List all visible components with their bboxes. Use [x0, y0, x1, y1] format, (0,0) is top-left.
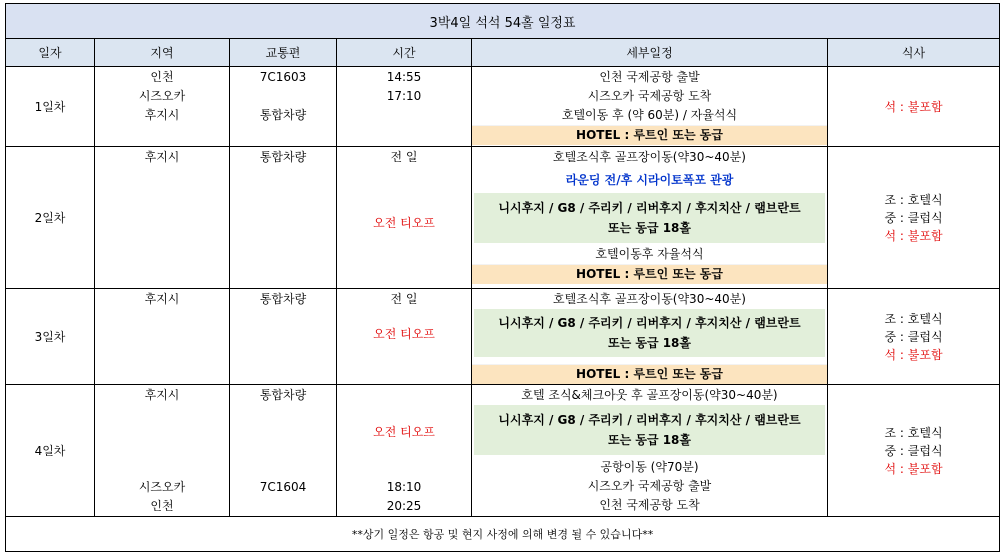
- day3-meal-breakfast: 조 : 호텔식: [884, 311, 943, 326]
- footer-notice: **상기 일정은 항공 및 현지 사정에 의해 변경 될 수 있습니다**: [6, 517, 1000, 552]
- day4-meal-dinner: 석 : 불포함: [884, 461, 943, 476]
- day4-meal-breakfast: 조 : 호텔식: [884, 425, 943, 440]
- day2-meal-lunch: 중 : 클럽식: [884, 210, 943, 225]
- day2-golf-holes: 또는 동급 18홀: [607, 221, 691, 235]
- day1-time-1: 14:55: [386, 70, 422, 84]
- day4-meal-lunch: 중 : 클럽식: [884, 443, 943, 458]
- day2-meal-dinner: 석 : 불포함: [884, 228, 943, 243]
- day2-region: 후지시: [144, 150, 180, 164]
- day2-meal-breakfast: 조 : 호텔식: [884, 192, 943, 207]
- day2-label: 2일차: [6, 147, 95, 289]
- day1-transport-bus: 통합차량: [259, 108, 307, 122]
- day3-meal-lunch: 중 : 클럽식: [884, 329, 943, 344]
- day1-region-2: 시즈오카: [138, 89, 186, 103]
- header-time: 시간: [337, 39, 472, 67]
- schedule-sheet: [5, 3, 999, 551]
- day1-flight: 7C1603: [259, 70, 307, 84]
- day2-golf-courses: 니시후지 / G8 / 주리키 / 리버후지 / 후지치산 / 램브란트: [498, 201, 801, 215]
- day2-detail-1: 호텔조식후 골프장이동(약30~40분): [553, 150, 746, 164]
- day3-golf-box: [474, 309, 825, 357]
- day2-sightseeing: 라운딩 전/후 시라이토폭포 관광: [565, 173, 734, 187]
- day4-label: 4일차: [6, 385, 95, 517]
- day4-flight: 7C1604: [259, 480, 307, 494]
- day3-detail-1: 호텔조식후 골프장이동(약30~40분): [553, 292, 746, 306]
- day3-hotel: HOTEL : 루트인 또는 동급: [472, 364, 827, 384]
- day4-golf-box: [474, 405, 825, 455]
- day4-airport-transfer: 공항이동 (약70분): [600, 460, 699, 474]
- day1-hotel: HOTEL : 루트인 또는 동급: [472, 125, 827, 145]
- header-transport: 교통편: [230, 39, 337, 67]
- day4-region-3: 인천: [150, 499, 174, 513]
- day3-region: 후지시: [144, 292, 180, 306]
- header-day: 일자: [6, 39, 95, 67]
- header-meals: 식사: [828, 39, 1000, 67]
- page-title: 3박4일 석석 54홀 일정표: [6, 4, 1000, 39]
- day4-region-1: 후지시: [144, 388, 180, 402]
- day2-hotel: HOTEL : 루트인 또는 동급: [472, 264, 827, 284]
- day3-time-prev: 전 일: [390, 292, 418, 306]
- day1-region-1: 인천: [150, 70, 174, 84]
- day2-transport: 통합차량: [259, 150, 307, 164]
- day1-label: 1일차: [6, 67, 95, 147]
- day1-meal: 석 : 불포함: [828, 67, 1000, 147]
- day2-time-prev: 전 일: [390, 150, 418, 164]
- day4-golf-courses: 니시후지 / G8 / 주리키 / 리버후지 / 후지치산 / 램브란트: [498, 413, 801, 427]
- day4-row: [6, 385, 1000, 517]
- day4-time-1: 18:10: [386, 480, 422, 494]
- day1-detail-2: 시즈오카 국제공항 도착: [587, 89, 712, 103]
- header-region: 지역: [95, 39, 230, 67]
- day1-region-3: 후지시: [144, 108, 180, 122]
- day4-detail-arrive: 인천 국제공항 도착: [599, 498, 700, 512]
- day1-row: [6, 67, 1000, 147]
- day2-golf-box: [474, 193, 825, 243]
- header-details: 세부일정: [472, 39, 828, 67]
- day3-golf-courses: 니시후지 / G8 / 주리키 / 리버후지 / 후지치산 / 램브란트: [498, 316, 801, 330]
- day1-time-2: 17:10: [386, 89, 422, 103]
- day3-tee-time: 오전 티오프: [373, 327, 435, 341]
- day2-row: [6, 147, 1000, 289]
- day3-row: [6, 289, 1000, 385]
- day1-detail-1: 인천 국제공항 출발: [599, 70, 700, 84]
- day4-transport-bus: 통합차량: [259, 388, 307, 402]
- day3-golf-holes: 또는 동급 18홀: [607, 336, 691, 350]
- day4-golf-holes: 또는 동급 18홀: [607, 433, 691, 447]
- day3-label: 3일차: [6, 289, 95, 385]
- day3-transport: 통합차량: [259, 292, 307, 306]
- day4-time-2: 20:25: [386, 499, 422, 513]
- day4-detail-depart: 시즈오카 국제공항 출발: [587, 479, 712, 493]
- day1-detail-3: 호텔이동 후 (약 60분) / 자율석식: [561, 108, 738, 122]
- itinerary-table: [5, 3, 1000, 552]
- day2-tee-time: 오전 티오프: [373, 216, 435, 230]
- day4-region-2: 시즈오카: [138, 480, 186, 494]
- day3-meal-dinner: 석 : 불포함: [884, 347, 943, 362]
- day2-detail-after: 호텔이동후 자율석식: [595, 247, 704, 261]
- day4-detail-1: 호텔 조식&체크아웃 후 골프장이동(약30~40분): [521, 388, 778, 402]
- day4-tee-time: 오전 티오프: [373, 425, 435, 439]
